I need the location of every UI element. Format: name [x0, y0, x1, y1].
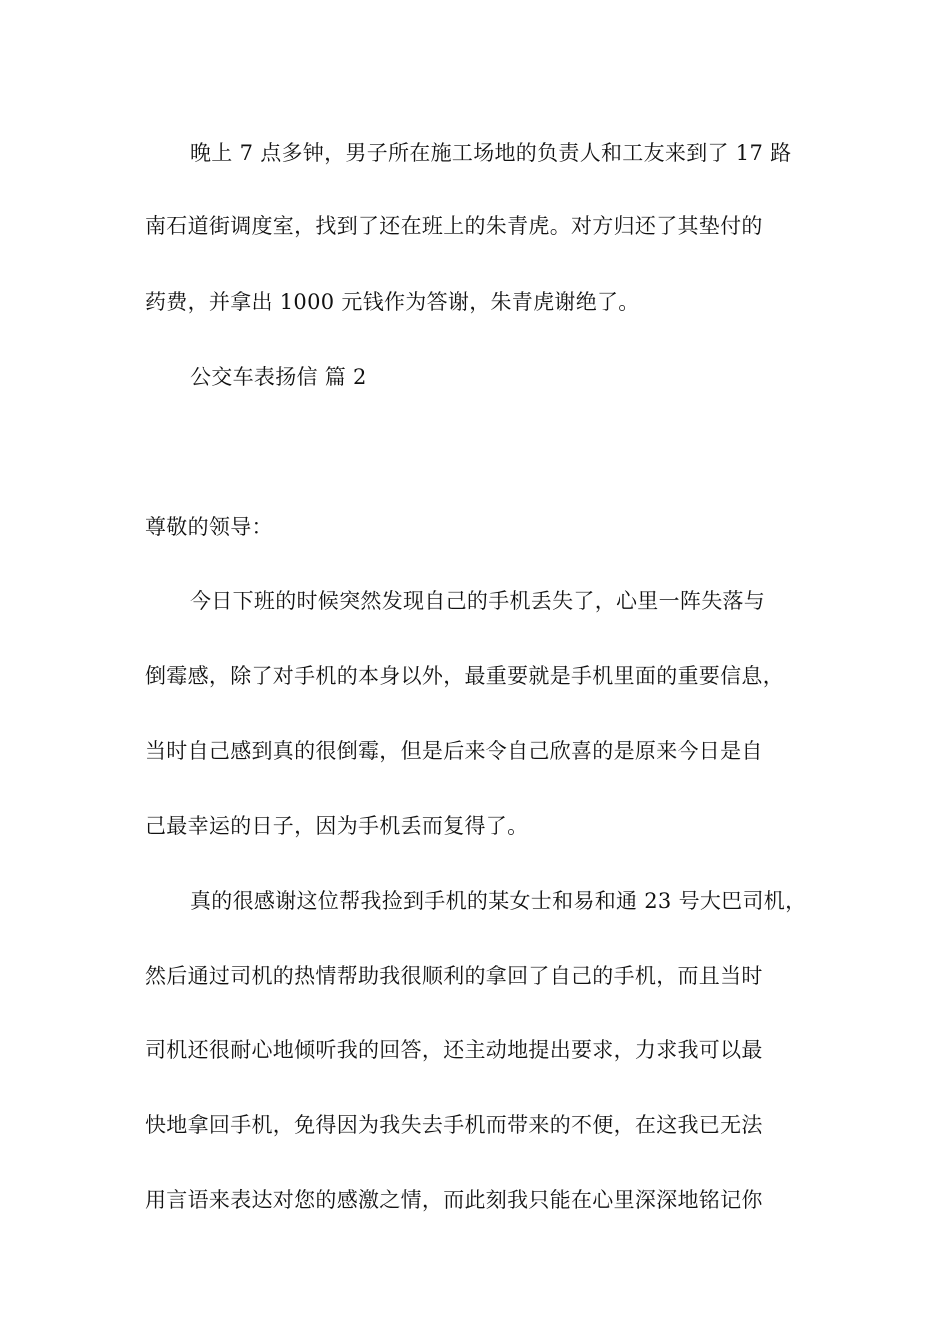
paragraph-3-line-3: 司机还很耐心地倾听我的回答，还主动地提出要求，力求我可以最: [145, 1038, 763, 1062]
paragraph-3-line-5: 用言语来表达对您的感激之情，而此刻我只能在心里深深地铭记你: [145, 1188, 763, 1212]
paragraph-2-line-2: 倒霉感，除了对手机的本身以外，最重要就是手机里面的重要信息，: [145, 664, 784, 688]
paragraph-3-line-1: 真的很感谢这位帮我捡到手机的某女士和易和通 23 号大巴司机，: [190, 889, 807, 913]
paragraph-1-line-3: 药费，并拿出 1000 元钱作为答谢，朱青虎谢绝了。: [145, 290, 640, 314]
paragraph-2-line-4: 己最幸运的日子，因为手机丢而复得了。: [145, 814, 529, 838]
paragraph-1-line-2: 南石道街调度室，找到了还在班上的朱青虎。对方归还了其垫付的: [145, 214, 763, 238]
paragraph-2-line-1: 今日下班的时候突然发现自己的手机丢失了，心里一阵失落与: [190, 589, 766, 613]
paragraph-1-line-1: 晚上 7 点多钟，男子所在施工场地的负责人和工友来到了 17 路: [190, 141, 792, 165]
paragraph-2-line-3: 当时自己感到真的很倒霉，但是后来令自己欣喜的是原来今日是自: [145, 739, 763, 763]
paragraph-3-line-4: 快地拿回手机，免得因为我失去手机而带来的不便，在这我已无法: [145, 1113, 763, 1137]
salutation: 尊敬的领导：: [145, 515, 273, 539]
section-heading: 公交车表扬信 篇 2: [190, 365, 367, 389]
paragraph-3-line-2: 然后通过司机的热情帮助我很顺利的拿回了自己的手机，而且当时: [145, 964, 763, 988]
